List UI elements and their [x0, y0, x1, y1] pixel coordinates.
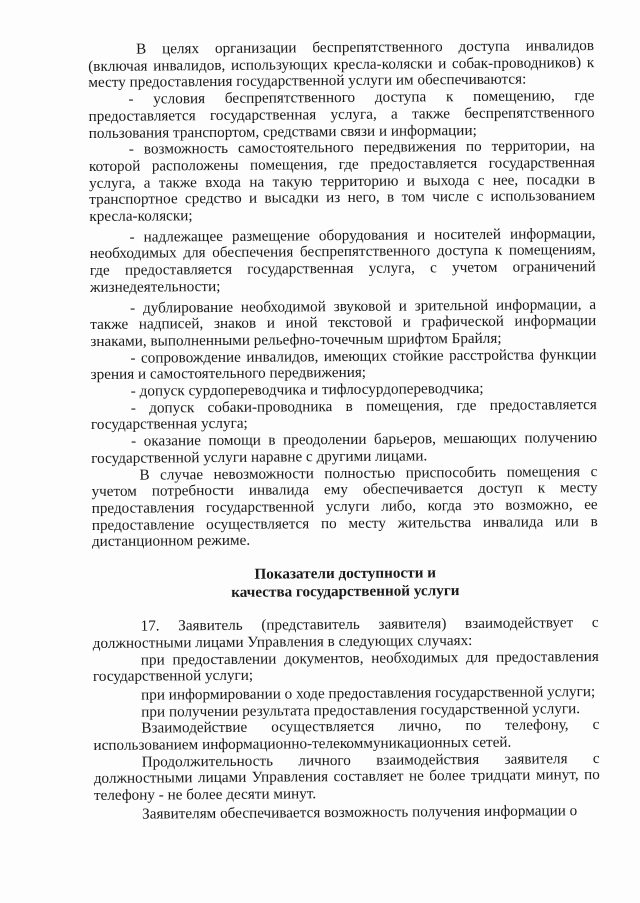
- list-item-access-conditions: - условия беспрепятственного доступа к помещению, где предоставляется государственная услуга, а также беспрепятственного пользования транспортом, средствами связи и информации;: [88, 87, 595, 142]
- case-result: при получении результата предоставления государственной услуги.: [141, 699, 581, 721]
- case-documents: при предоставлении документов, необходимых для предоставления государственной услуги;: [92, 647, 599, 686]
- paragraph-remote-service: В случае невозможности полностью приспособить помещения с учетом потребности инвалида ему обеспечивается доступ к месту предоставления государственной услуги либо, когда это возможно, ее предоставление осуществляется по месту жительства инвалида или в дистанционном режиме.: [91, 462, 598, 551]
- list-item-sign-interpreter: - допуск сурдопереводчика и тифлосурдопереводчика;: [130, 379, 484, 400]
- paragraph-intro: В целях организации беспрепятственного доступа инвалидов (включая инвалидов, использующих кресла-коляски и собак-проводников) к месту предоставления государственной услуги им обеспечиваются:: [88, 37, 595, 92]
- paragraph-17: 17. Заявитель (представитель заявителя) взаимодействует с должностными лицами Управления в следующих случаях:: [92, 614, 599, 652]
- document-body: [88, 38, 600, 823]
- case-informing: при информировании о ходе предоставления государственной услуги;: [141, 682, 596, 704]
- paragraph-information-access: Заявителям обеспечивается возможность получения информации о: [141, 802, 578, 823]
- list-item-braille: - дублирование необходимой звуковой и зрительной информации, а также надписей, знаков и иной текстовой и графической информации знаками, выполненными рельефно-точечным шрифтом Брайля;: [90, 295, 597, 350]
- section-heading: [92, 563, 598, 603]
- section-heading-line-1: Показатели доступности и: [254, 564, 437, 583]
- paragraph-duration: Продолжительность личного взаимодействия заявителя с должностными лицами Управления составляет не более тридцати минут, по телефону - не более десяти минут.: [93, 749, 600, 805]
- paragraph-interaction-methods: Взаимодействие осуществляется лично, по телефону, с использованием информационно-телекоммуникационных сетей.: [93, 716, 600, 754]
- list-item-movement: - возможность самостоятельного передвижения по территории, на которой расположены помещения, где предоставляется государственная услуга, а также входа на такую территорию и выхода с нее, посадки в транспортное средство и высадки из него, в том числе с использованием кресла-коляски;: [88, 137, 596, 226]
- list-item-equipment: - надлежащее размещение оборудования и носителей информации, необходимых для обеспечения беспрепятственного доступа к помещениям, где предоставляется государственная услуга, с учетом ограничений жизнедеятельности;: [89, 224, 596, 296]
- list-item-barriers: - оказание помощи в преодолении барьеров, мешающих получению государственной услуги наравне с другими лицами.: [91, 429, 598, 467]
- list-item-guide-dog: - допуск собаки-проводника в помещения, где предоставляется государственная услуга;: [90, 395, 597, 434]
- section-heading-line-2: качества государственной услуги: [231, 582, 460, 601]
- list-item-escort: - сопровождение инвалидов, имеющих стойкие расстройства функции зрения и самостоятельного передвижения;: [90, 345, 597, 384]
